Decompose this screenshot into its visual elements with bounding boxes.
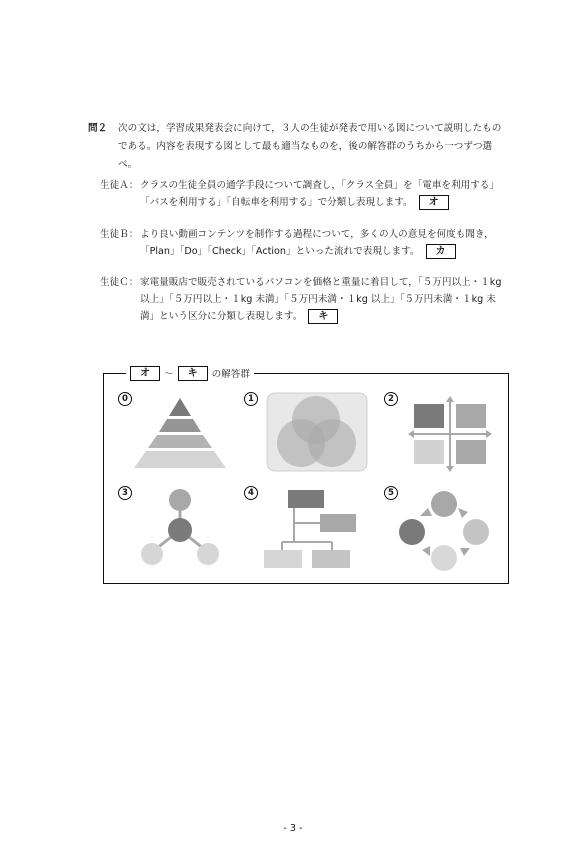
student-c-statement	[100, 274, 510, 325]
tree-diagram-icon[interactable]	[262, 488, 362, 572]
student-b-text: より良い動画コンテンツを制作する過程について，多くの人の意見を何度も聞き，「Plan」「Do」「Check」「Action」といった流れで表現します。	[140, 229, 494, 257]
page-number: - 3 -	[283, 823, 303, 834]
answer-group-tilde: 〜	[164, 369, 174, 380]
option-2-number[interactable]: 2	[384, 392, 398, 406]
question-text: 次の文は，学習成果発表会に向けて，３人の生徒が発表で用いる図について説明したものである。内容を表現する図として最も適当なものを，後の解答群のうちから一つずつ選べ。	[118, 123, 502, 170]
option-5-number[interactable]: 5	[384, 486, 398, 500]
student-b-statement	[100, 226, 510, 260]
answer-group-suffix: の解答群	[211, 369, 250, 380]
option-4-number[interactable]: 4	[244, 486, 258, 500]
answer-group-title	[126, 364, 254, 382]
student-a-text: クラスの生徒全員の通学手段について調査し，「クラス全員」を「電車を利用する」「バスを利用する」「自転車を利用する」で分類し表現します。	[140, 180, 499, 208]
student-c-label: 生徒Ｃ：	[100, 277, 139, 288]
student-a-label: 生徒Ａ：	[100, 180, 139, 191]
venn-diagram-icon[interactable]	[266, 392, 368, 472]
answer-box-o[interactable]: オ	[419, 195, 449, 210]
answer-box-ki[interactable]: キ	[308, 309, 338, 324]
answer-box-ka[interactable]: カ	[426, 244, 456, 259]
radial-diagram-icon[interactable]	[134, 486, 226, 570]
option-3-number[interactable]: 3	[118, 486, 132, 500]
pyramid-diagram-icon[interactable]	[128, 394, 232, 472]
option-0-number[interactable]: 0	[118, 392, 132, 406]
student-b-label: 生徒Ｂ：	[100, 229, 139, 240]
matrix-diagram-icon[interactable]	[408, 396, 492, 472]
question-block	[88, 120, 508, 174]
cycle-diagram-icon[interactable]	[396, 486, 496, 576]
student-c-text: 家電量販店で販売されているパソコンを価格と重量に着目して，「５万円以上・１kg 以上」「５万円以上・１kg 未満」「５万円未満・１kg 以上」「５万円未満・１kg 未満」という区分に分類し表現します。	[140, 277, 502, 322]
student-a-statement	[100, 177, 510, 211]
answer-group-from-box: オ	[130, 366, 160, 381]
option-1-number[interactable]: 1	[244, 392, 258, 406]
answer-group-to-box: キ	[178, 366, 208, 381]
question-number: 問２	[88, 123, 108, 134]
